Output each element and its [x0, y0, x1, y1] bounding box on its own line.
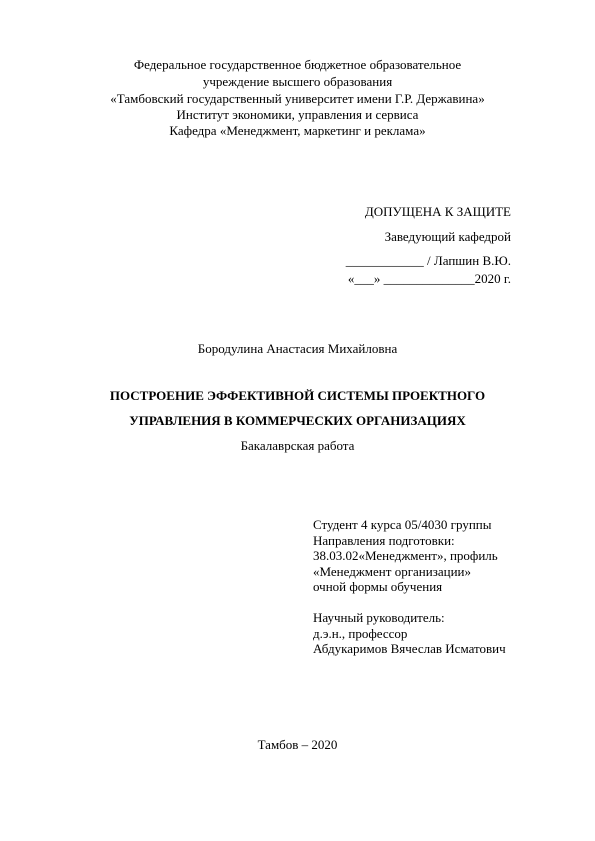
supervisor-line-1: Научный руководитель:: [313, 610, 445, 625]
header-line-5: Кафедра «Менеджмент, маркетинг и реклама»: [169, 123, 426, 138]
student-info-line-1: Студент 4 курса 05/4030 группы: [313, 517, 492, 532]
supervisor-line-3: Абдукаримов Вячеслав Исматович: [313, 641, 506, 656]
student-info-line-5: очной формы обучения: [313, 579, 443, 594]
student-info-line-2: Направления подготовки:: [313, 532, 455, 548]
student-info-line-4: «Менеджмент организации»: [313, 563, 471, 579]
header-line-4: Институт экономики, управления и сервиса: [176, 107, 419, 122]
supervisor-line-2: д.э.н., профессор: [313, 625, 408, 641]
student-info: [313, 517, 506, 657]
work-type: Бакалаврская работа: [240, 438, 355, 453]
approval-date: «___» ______________2020 г.: [347, 271, 511, 286]
header-line-2: учреждение высшего образования: [202, 74, 393, 89]
city-year: Тамбов – 2020: [257, 737, 338, 752]
header-line-1: Федеральное государственное бюджетное образовательное: [133, 57, 462, 72]
work-title-line-1: ПОСТРОЕНИЕ ЭФФЕКТИВНОЙ СИСТЕМЫ ПРОЕКТНОГО: [109, 388, 486, 403]
header-line-3: «Тамбовский государственный университет имени Г.Р. Державина»: [110, 91, 485, 106]
author-name: Бородулина Анастасия Михайловна: [197, 341, 398, 356]
work-title-line-2: УПРАВЛЕНИЯ В КОММЕРЧЕСКИХ ОРГАНИЗАЦИЯХ: [129, 413, 466, 428]
student-info-line-3: 38.03.02«Менеджмент», профиль: [313, 548, 498, 563]
approval-position: Заведующий кафедрой: [384, 229, 511, 244]
approval-title: ДОПУЩЕНА К ЗАЩИТЕ: [364, 204, 511, 219]
block-spacer: [313, 595, 506, 611]
approval-signature: ____________ / Лапшин В.Ю.: [345, 253, 511, 268]
